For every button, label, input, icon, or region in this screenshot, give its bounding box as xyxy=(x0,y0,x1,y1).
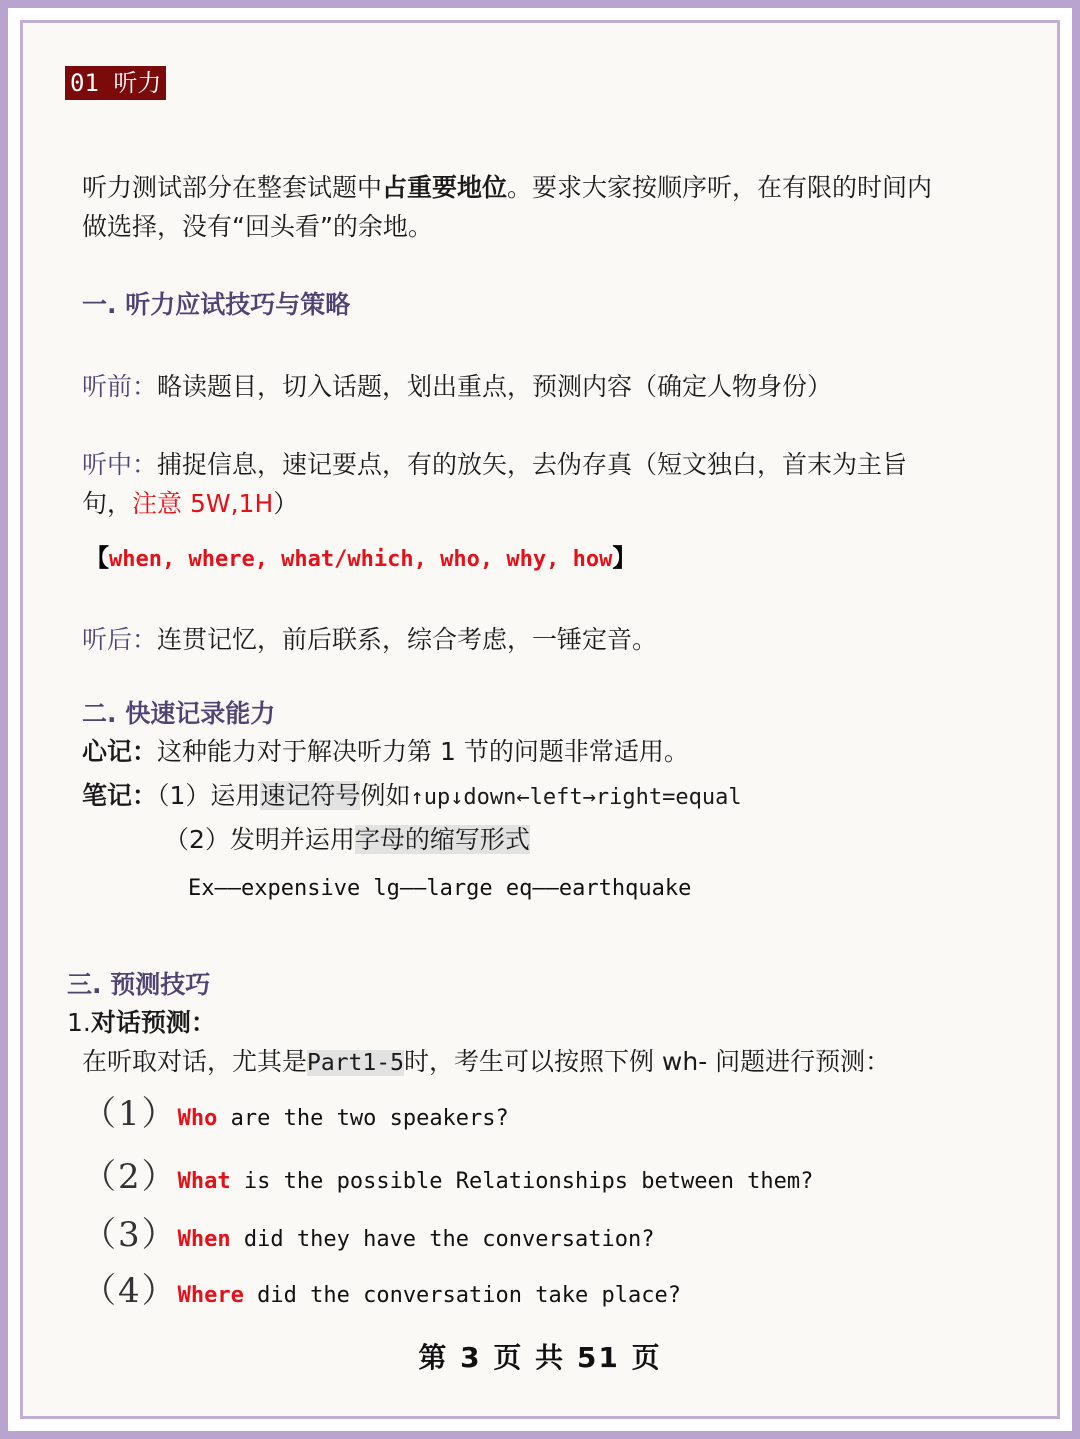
question-2 xyxy=(82,1149,813,1198)
bracket-open: 【 xyxy=(85,544,109,572)
intro-line-2: 做选择，没有“回头看”的余地。 xyxy=(82,212,433,241)
during-text-cont: 句， xyxy=(82,489,133,518)
during-5w1h-note: 注意 5W,1H xyxy=(132,489,274,518)
after-listening-line xyxy=(82,620,657,660)
during-text: 捕捉信息，速记要点，有的放矢，去伪存真（短文独白，首末为主旨 xyxy=(157,450,908,479)
intro-emphasis: 占重要地位 xyxy=(382,173,508,202)
notes-item-1-example: 例如 xyxy=(360,781,411,810)
wh-words-line xyxy=(85,540,636,578)
during-label: 听中： xyxy=(82,450,158,479)
during-listening-line-2 xyxy=(82,484,298,524)
sub-number: 1. xyxy=(67,1008,91,1037)
heading-prediction-skills: 三. 预测技巧 xyxy=(67,970,211,999)
prediction-text-cont: 时，考生可以按照下例 wh- 问题进行预测： xyxy=(403,1047,891,1076)
part-range-highlight: Part1-5 xyxy=(307,1050,404,1076)
bracket-close: 】 xyxy=(612,544,637,572)
page-number-footer: 第 3 页 共 51 页 xyxy=(418,1341,662,1374)
question-text: did they have the conversation? xyxy=(230,1227,655,1252)
notes-line-1 xyxy=(82,776,742,818)
notes-highlight-abbrev: 字母的缩写形式 xyxy=(354,825,530,854)
intro-text-cont: 。要求大家按顺序听，在有限的时间内 xyxy=(507,173,933,202)
question-text: is the possible Relationships between them? xyxy=(230,1169,814,1194)
before-label: 听前： xyxy=(82,372,158,401)
before-listening-line xyxy=(82,367,832,407)
question-text: did the conversation take place? xyxy=(243,1283,681,1308)
section-tag-title: 听力 xyxy=(113,69,162,97)
section-tag-number: 01 xyxy=(70,69,99,97)
during-listening-line-1 xyxy=(82,445,907,485)
question-3 xyxy=(82,1207,654,1256)
intro-line-1 xyxy=(82,168,932,208)
question-text: are the two speakers? xyxy=(217,1106,509,1131)
question-1 xyxy=(82,1086,509,1135)
prediction-text: 在听取对话，尤其是 xyxy=(82,1047,308,1076)
memo-label: 心记： xyxy=(82,737,158,766)
memo-line xyxy=(82,732,689,772)
dialog-prediction-subheading xyxy=(67,1003,216,1043)
question-number: （3） xyxy=(82,1215,178,1255)
question-number: （4） xyxy=(82,1271,178,1311)
abbrev-examples: Ex——expensive lg——large eq——earthquake xyxy=(188,876,692,901)
after-label: 听后： xyxy=(82,625,158,654)
question-wh-word: Who xyxy=(177,1106,218,1131)
wh-words: when, where, what/which, who, why, how xyxy=(109,547,613,572)
question-wh-word: When xyxy=(177,1227,231,1252)
heading-listening-strategies: 一. 听力应试技巧与策略 xyxy=(82,290,351,319)
section-tag xyxy=(65,66,166,100)
notes-highlight-symbols: 速记符号 xyxy=(260,781,361,810)
notes-symbol-examples: ↑up↓down←left→right=equal xyxy=(410,785,742,810)
question-number: （1） xyxy=(82,1094,178,1134)
memo-text: 这种能力对于解决听力第 1 节的问题非常适用。 xyxy=(157,737,689,766)
before-text: 略读题目，切入话题，划出重点，预测内容（确定人物身份） xyxy=(157,372,833,401)
question-wh-word: What xyxy=(177,1169,231,1194)
during-close-paren: ） xyxy=(273,489,299,518)
sub-title: 对话预测： xyxy=(90,1008,216,1037)
notes-line-2 xyxy=(164,820,530,860)
prediction-instruction xyxy=(82,1042,890,1083)
question-wh-word: Where xyxy=(177,1283,244,1308)
question-4 xyxy=(82,1263,681,1312)
heading-fast-recording: 二. 快速记录能力 xyxy=(82,699,276,728)
intro-text: 听力测试部分在整套试题中 xyxy=(82,173,383,202)
question-number: （2） xyxy=(82,1157,178,1197)
notes-item-1-prefix: （1）运用 xyxy=(157,781,261,810)
notes-label: 笔记： xyxy=(82,781,158,810)
after-text: 连贯记忆，前后联系，综合考虑，一锤定音。 xyxy=(157,625,658,654)
notes-item-2-prefix: （2）发明并运用 xyxy=(164,825,355,854)
